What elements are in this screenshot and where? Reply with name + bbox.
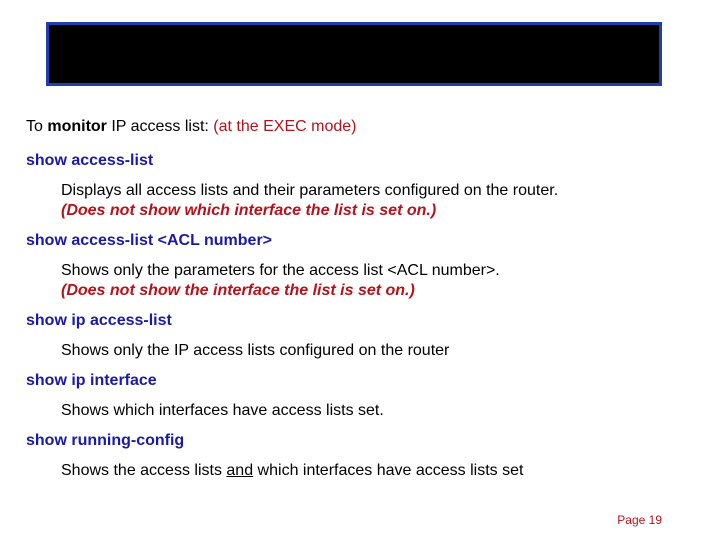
command-description: Displays all access lists and their parameters configured on the router. bbox=[61, 182, 559, 199]
intro-line bbox=[26, 117, 706, 137]
command-note: (Does not show which interface the list is set on.) bbox=[61, 202, 437, 219]
command-description: Shows which interfaces have access lists set. bbox=[61, 402, 384, 419]
command-description: Shows only the IP access lists configured on the router bbox=[61, 342, 450, 359]
intro-mode: (at the EXEC mode) bbox=[213, 118, 357, 135]
intro-middle: IP access list: bbox=[106, 118, 214, 135]
command-show-ip-access-list: show ip access-list bbox=[26, 312, 172, 329]
slide-body bbox=[26, 117, 706, 481]
desc-underlined: and bbox=[226, 462, 254, 479]
command-show-running-config: show running-config bbox=[26, 432, 185, 449]
command-description: Shows only the parameters for the access list <ACL number>. bbox=[61, 262, 500, 279]
command-show-ip-interface: show ip interface bbox=[26, 372, 157, 389]
slide-title-bar bbox=[46, 22, 662, 86]
command-description bbox=[26, 461, 706, 481]
page-number: Page 19 bbox=[617, 513, 662, 527]
command-note: (Does not show the interface the list is set on.) bbox=[61, 282, 415, 299]
intro-emph: monitor bbox=[47, 118, 107, 135]
command-show-access-list: show access-list bbox=[26, 152, 154, 169]
intro-prefix: To bbox=[26, 118, 48, 135]
command-show-access-list-acl-number: show access-list <ACL number> bbox=[26, 232, 273, 249]
desc-after: which interfaces have access lists set bbox=[253, 462, 524, 479]
desc-before: Shows the access lists bbox=[61, 462, 227, 479]
